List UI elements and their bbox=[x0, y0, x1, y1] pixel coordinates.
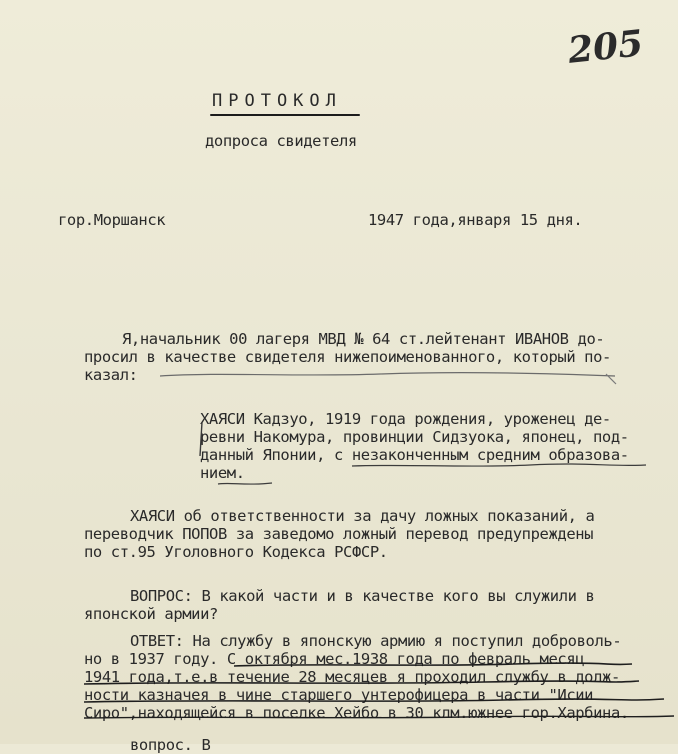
document-subtitle: допроса свидетеля bbox=[205, 132, 357, 150]
place-line: гор.Моршанск bbox=[58, 211, 166, 229]
intro-line-2: просил в качестве свидетеля нижепоименованного, который по- bbox=[84, 348, 611, 366]
date-line: 1947 года,января 15 дня. bbox=[368, 211, 583, 229]
witness-line-2: ревни Накомура, провинции Сидзуока, японец, под- bbox=[200, 428, 629, 446]
answer-line-2: но в 1937 году. С октября мес.1938 года по февраль месяц bbox=[84, 650, 585, 668]
title-underline bbox=[210, 114, 360, 116]
answer-line-5: Сиро",находящейся в поселке Хейбо в 30 клм.южнее гор.Харбина. bbox=[84, 704, 629, 722]
answer-underlines bbox=[84, 640, 676, 720]
warning-line-2: переводчик ПОПОВ за заведомо ложный перевод предупреждены bbox=[84, 525, 594, 543]
warning-line-3: по ст.95 Уголовного Кодекса РСФСР. bbox=[84, 543, 388, 561]
folio-number: 205 bbox=[566, 22, 646, 72]
witness-line-3: данный Японии, с незаконченным средним образова- bbox=[200, 446, 629, 464]
question-line-1: ВОПРОС: В какой части и в качестве кого вы служили в bbox=[130, 587, 595, 605]
cut-off-line: вопрос. В bbox=[130, 736, 211, 754]
answer-line-4: ности казначея в чине старшего унтерофицера в части "Исии bbox=[84, 686, 594, 704]
pencil-mark bbox=[604, 372, 618, 386]
answer-line-3: 1941 года,т.е.в течение 28 месяцев я проходил службу в долж- bbox=[84, 668, 620, 686]
warning-line-1: ХАЯСИ об ответственности за дачу ложных показаний, а bbox=[130, 507, 595, 525]
intro-line-1: Я,начальник 00 лагеря МВД № 64 ст.лейтенант ИВАНОВ до- bbox=[122, 330, 605, 348]
question-line-2: японской армии? bbox=[84, 605, 218, 623]
answer-line-1: ОТВЕТ: На службу в японскую армию я поступил доброволь- bbox=[130, 632, 622, 650]
education-underline-2 bbox=[216, 480, 276, 488]
education-underline bbox=[350, 461, 650, 471]
witness-line-4: нием. bbox=[200, 464, 245, 482]
document-title: ПРОТОКОЛ bbox=[212, 91, 342, 111]
intro-pencil-line bbox=[160, 368, 620, 382]
witness-line-1: ХАЯСИ Кадзуо, 1919 года рождения, уроженец де- bbox=[200, 410, 611, 428]
witness-margin-mark bbox=[196, 420, 208, 458]
intro-line-3: казал: bbox=[84, 366, 138, 384]
